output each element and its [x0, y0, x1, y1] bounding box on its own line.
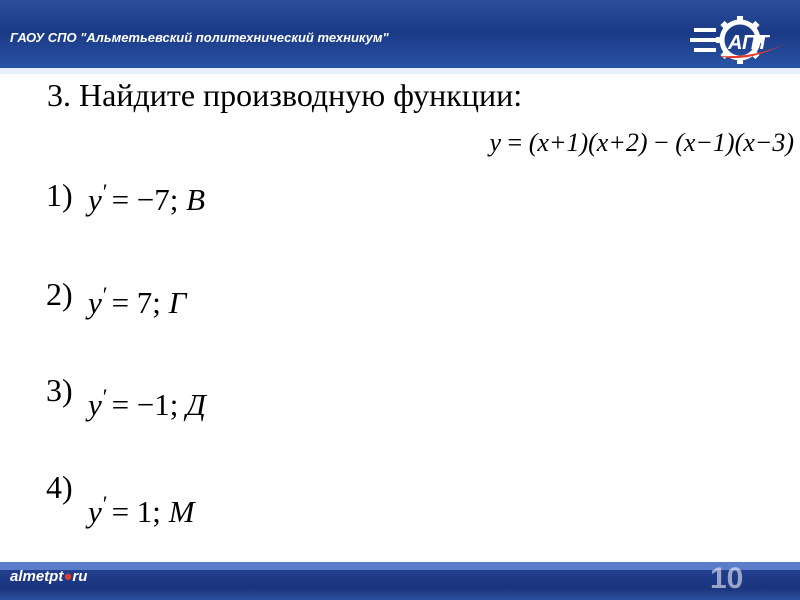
eq-factor-1: (x+1)(x+2)	[528, 128, 648, 157]
answer-4-number: 4)	[46, 469, 73, 505]
answer-3-letter: Д	[186, 387, 206, 422]
answer-3-var: y	[88, 387, 102, 422]
answer-2-rhs: = 7;	[111, 285, 161, 320]
answer-2-var: y	[88, 285, 102, 320]
function-equation	[489, 128, 794, 158]
answer-4-var: y	[88, 494, 102, 529]
answer-4-expression: y′ = 1; М	[88, 491, 195, 529]
answer-2-number: 2)	[46, 276, 73, 312]
answer-1-number: 1)	[46, 177, 73, 213]
answer-1-rhs: = −7;	[111, 182, 179, 217]
eq-lhs: y	[489, 128, 502, 157]
slide-number: 10	[710, 562, 744, 595]
answer-4-letter: М	[168, 494, 195, 529]
question-text: 3. Найдите производную функции:	[47, 77, 523, 113]
footer-site-name: almetpt	[10, 568, 64, 585]
eq-minus: −	[654, 128, 669, 157]
footer-site-tld: ru	[72, 568, 88, 585]
logo-apt	[688, 12, 796, 68]
answer-3-number: 3)	[46, 372, 73, 408]
footer-divider	[0, 562, 800, 570]
answer-3-expression: y′ = −1; Д	[88, 384, 206, 422]
header-title: ГАОУ СПО "Альметьевский политехнический техникум"	[10, 30, 389, 45]
eq-factor-2: (x−1)(x−3)	[675, 128, 794, 157]
header-divider	[0, 68, 800, 74]
answer-2-letter: Г	[168, 285, 187, 320]
footer-site-link[interactable]	[10, 568, 87, 585]
logo-text: АПТ	[728, 32, 769, 54]
answer-1-letter: В	[186, 182, 206, 217]
answer-4-rhs: = 1;	[111, 494, 161, 529]
footer-site-dot: ●	[63, 568, 73, 585]
footer-bar	[0, 570, 800, 600]
answer-1-expression: y′ = −7; В	[88, 179, 206, 217]
eq-equals: =	[507, 128, 523, 157]
answer-1-var: y	[88, 182, 102, 217]
answer-2-expression: y′ = 7; Г	[88, 282, 187, 320]
answer-3-rhs: = −1;	[111, 387, 179, 422]
